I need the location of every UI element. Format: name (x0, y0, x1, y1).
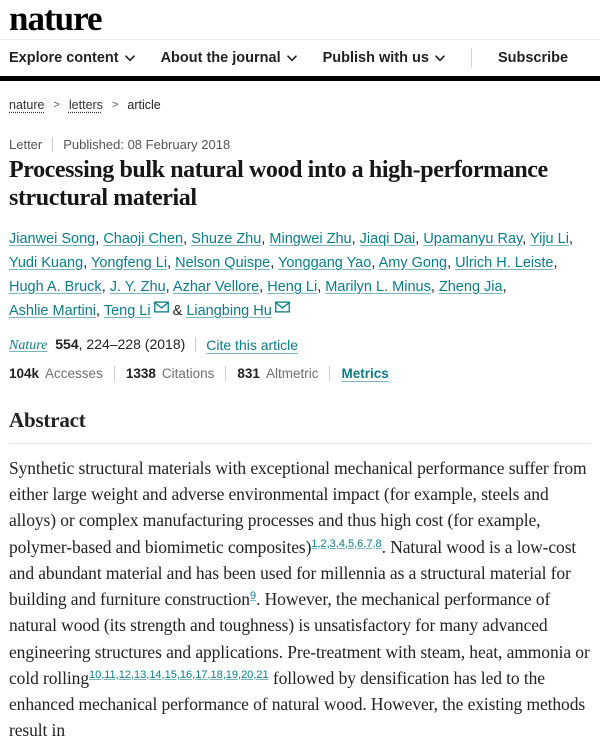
published-date: Published: 08 February 2018 (63, 137, 231, 152)
author-link[interactable]: Hugh A. Bruck (9, 278, 102, 295)
breadcrumb-separator: > (53, 99, 60, 111)
chevron-down-icon (125, 55, 135, 62)
metric-label: Citations (161, 365, 215, 381)
abstract-paragraph (9, 455, 591, 744)
metric-label: Accesses (45, 365, 103, 381)
breadcrumb-item-letters[interactable]: letters (68, 98, 103, 112)
metric-altmetric (237, 366, 318, 381)
journal-link[interactable]: Nature (9, 337, 48, 353)
citation-line (9, 336, 591, 354)
chevron-down-icon (435, 55, 445, 62)
nav-divider (471, 48, 472, 68)
author-separator: , (522, 230, 530, 247)
author-separator: , (96, 302, 104, 319)
metrics-link[interactable]: Metrics (341, 365, 389, 381)
abstract-text: followed by densification has led to the enhanced mechanical performance of natural wood. However, the existing methods result in (9, 667, 586, 741)
nav-item-subscribe[interactable] (498, 50, 568, 66)
metric-citations (126, 366, 215, 381)
author-separator: , (553, 254, 558, 271)
nav-item-publish-with-us[interactable] (323, 50, 445, 66)
ampersand: & (168, 302, 187, 319)
author-separator: , (568, 230, 573, 247)
article-type-label: Letter (9, 137, 43, 152)
author-separator: , (447, 254, 456, 271)
author-link[interactable]: Shuze Zhu (191, 230, 262, 247)
author-link[interactable]: Amy Gong (378, 254, 448, 271)
abstract-section (9, 408, 591, 744)
author-link[interactable]: J. Y. Zhu (109, 278, 166, 295)
author-link[interactable]: Mingwei Zhu (269, 230, 352, 247)
author-separator: , (165, 278, 173, 295)
author-link[interactable]: Ulrich H. Leiste (455, 254, 554, 271)
author-link[interactable]: Upamanyu Ray (423, 230, 523, 247)
metric-divider (114, 366, 115, 381)
author-separator: , (95, 230, 104, 247)
volume-number: 554 (55, 335, 79, 352)
breadcrumb-item-nature[interactable]: nature (9, 98, 45, 112)
nature-logo[interactable]: nature (9, 0, 102, 38)
abstract-heading: Abstract (9, 408, 591, 444)
author-link[interactable]: Nelson Quispe (175, 254, 271, 271)
author-link[interactable]: Chaoji Chen (103, 230, 184, 247)
author-separator: , (259, 278, 268, 295)
author-separator: , (270, 254, 279, 271)
header-rule (0, 76, 600, 81)
author-separator: , (317, 278, 326, 295)
author-link[interactable]: Marilyn L. Minus (325, 278, 431, 295)
metric-value: 831 (237, 365, 260, 381)
breadcrumb-item-article: article (127, 98, 161, 112)
email-envelope-icon[interactable] (275, 301, 290, 313)
author-link[interactable]: Yongfeng Li (90, 254, 168, 271)
nav-item-label: Publish with us (322, 50, 429, 66)
author-link[interactable]: Teng Li (103, 302, 151, 319)
author-separator: , (415, 230, 424, 247)
abstract-text: . Natural wood is a low-cost and abundant material and has been used for millennia as a structural material for building and furniture construction (9, 536, 577, 610)
author-link[interactable]: Zheng Jia (438, 278, 503, 295)
metric-divider (329, 366, 330, 381)
author-list (9, 227, 591, 323)
nav-item-about-the-journal[interactable] (161, 50, 297, 66)
main-nav (0, 39, 600, 76)
author-separator: , (371, 254, 379, 271)
author-link[interactable]: Yonggang Yao (278, 254, 372, 271)
reference-link[interactable]: 1,2,3,4,5,6,7,8 (311, 537, 382, 550)
cite-divider (195, 337, 196, 352)
chevron-down-icon (287, 55, 297, 62)
author-link[interactable]: Jianwei Song (9, 230, 96, 247)
author-separator: , (83, 254, 91, 271)
reference-link[interactable]: 9 (249, 590, 257, 603)
abstract-text: Synthetic structural materials with exceptional mechanical performance suffer from either large weight and adverse environmental impact (for example, steels and alloys) or complex manufacturing processes and thus high cost (for example, polymer-based and biomimetic composites) (9, 457, 587, 557)
pages-year: , 224–228 (2018) (78, 335, 186, 352)
breadcrumb (9, 98, 591, 112)
meta-divider (52, 137, 53, 152)
metric-value: 104k (9, 365, 40, 381)
nav-item-explore-content[interactable] (9, 50, 135, 66)
nav-item-label: Subscribe (497, 50, 569, 66)
metric-value: 1338 (125, 365, 156, 381)
email-envelope-icon[interactable] (154, 301, 169, 313)
author-separator: , (351, 230, 360, 247)
author-separator: , (502, 278, 507, 295)
nav-item-label: About the journal (160, 50, 281, 66)
author-separator: , (101, 278, 110, 295)
author-separator: , (430, 278, 439, 295)
article-meta (9, 137, 591, 152)
nav-item-label: Explore content (9, 50, 119, 66)
page-title: Processing bulk natural wood into a high-performance structural material (9, 157, 548, 211)
metrics-bar (9, 366, 591, 381)
metric-accesses (9, 366, 103, 381)
author-link[interactable]: Yiju Li (529, 230, 569, 247)
cite-this-article-link[interactable]: Cite this article (206, 336, 299, 353)
reference-link[interactable]: 10,11,12,13,14,15,16,17,18,19,20,21 (88, 668, 269, 681)
author-link[interactable]: Liangbing Hu (186, 302, 272, 319)
author-link[interactable]: Yudi Kuang (9, 254, 84, 271)
author-separator: , (167, 254, 176, 271)
author-separator: , (261, 230, 270, 247)
author-link[interactable]: Ashlie Martini (9, 302, 97, 319)
metric-label: Altmetric (265, 365, 319, 381)
breadcrumb-separator: > (111, 99, 119, 111)
author-link[interactable]: Heng Li (267, 278, 318, 295)
author-link[interactable]: Azhar Vellore (172, 278, 260, 295)
site-header (0, 0, 600, 81)
abstract-text: . However, the mechanical performance of natural wood (its strength and toughness) is unsatisfactory for many advanced engineering structures and applications. Pre-treatment with steam, heat, ammonia or cold rolling (9, 589, 590, 688)
author-separator: , (183, 230, 192, 247)
metric-divider (225, 366, 226, 381)
author-link[interactable]: Jiaqi Dai (359, 230, 416, 247)
